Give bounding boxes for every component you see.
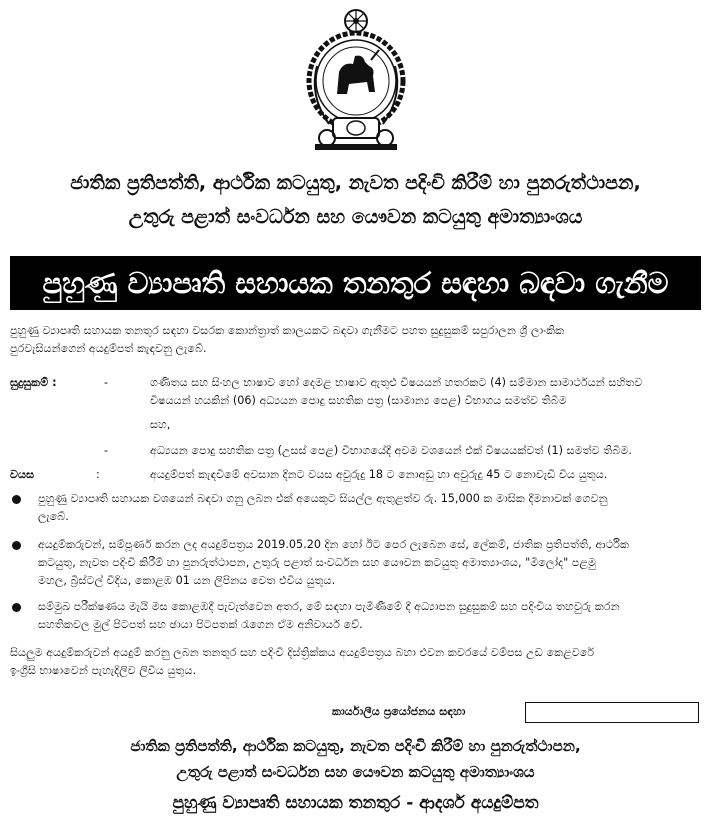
qualification-1-line2: විෂයයන් හයකින් (06) අධ්‍යයන පොදු සහතික පත්‍ර (සාමාන්‍ය පෙළ) විභාගය සමත්ව තිබීම — [150, 394, 567, 407]
closing-line1: සියලුම අයදුම්කරුවන් අයදුම් කරනු ලබන තනතුර සහ පදිංචි දිස්ත්‍රික්කය අයදුම්පත්‍රය බහා එවන කවරයේ වම්පස උඩ කෙළවරේ — [10, 646, 595, 659]
age-requirement: අයදුම්පත් කැඳවීමේ අවසාන දිනට වයස අවුරුදු 18 ට නොඅඩු හා අවුරුදු 45 ට නොවැඩි විය යුතුය. — [150, 468, 608, 481]
bullet-icon — [12, 495, 21, 504]
bullet-2-line2: කටයුතු, නැවත පදිංචි කිරීම් හා පුනරුත්ථාපන, උතුරු පළාත් සංවර්ධන සහ යෞවන කටයුතු අමාත්‍යාංශය, "මිලෝද" පළමු — [38, 556, 596, 569]
footer-ministry-line1: ජාතික ප්‍රතිපත්ති, ආර්ථික කටයුතු, නැවත පදිංචි කිරීම් හා පුනරුත්ථාපන, — [130, 737, 581, 755]
closing-line2: ඉංග්‍රීසි භාෂාවෙන් පැහැදිලිව ලිවිය යුතුය. — [10, 664, 197, 677]
age-colon: : — [96, 468, 100, 481]
office-use-label: කාර්යාලීය ප්‍රයෝජනය සඳහා — [332, 705, 466, 718]
dharma-wheel-icon — [345, 10, 367, 32]
bullet-2-line3: මහල, බ්‍රිස්ටල් වීදිය, කොළඹ 01 යන ලිපිනය වෙත එවිය යුතුය. — [38, 574, 336, 587]
intro-line2: පුරවැසියන්ගෙන් අයදුම්පත් කැඳවනු ලැබේ. — [10, 342, 207, 355]
qualification-dash: - — [104, 376, 109, 389]
vacancy-title-banner: පුහුණු ව්‍යාපෘති සහායක තනතුර සඳහා බඳවා ගැනීම — [10, 256, 701, 310]
bullet-3-line2: සහතිකවල මුල් පිටපත් සහ ඡායා පිටපතක් රැගෙන ඒම අනිවාර්ය වේ. — [38, 618, 363, 631]
lion-icon — [337, 50, 379, 94]
bullet-1-line2: ලැබේ. — [38, 510, 69, 523]
ministry-heading — [0, 166, 711, 234]
bullet-2-line1: අයදුම්කරුවන්, සම්පූර්ණ කරන ලද අයදුම්පත්‍රය 2019.05.20 දින හෝ ඊට පෙර ලැබෙන සේ, ලේකම්, ජාතික ප්‍රතිපත්ති, ආර්ථික — [38, 538, 630, 551]
office-use-box[interactable] — [525, 702, 699, 723]
qualifications-label: සුදුසුකම් : — [10, 376, 57, 389]
bullet-3-line1: සම්මුඛ පරීක්ෂණය මැයි මස කොළඹදී පැවැත්වෙන අතර, මේ සඳහා පැමිණීමේ දී අධ්‍යාපන සුදුසුකම් සහ පදිංචිය තහවුරු කරන — [38, 600, 620, 613]
ministry-heading-line1: ජාතික ප්‍රතිපත්ති, ආර්ථික කටයුතු, නැවත පදිංචි කිරීම් හා පුනරුත්ථාපන, — [70, 172, 641, 194]
qualification-dash: - — [104, 444, 109, 457]
bullet-1-line1: පුහුණු ව්‍යාපෘති සහායක වශයෙන් බඳවා ගනු ලබන එක් අයෙකුට සියල්ල ඇතුළත්ව රු. 15,000 ක මාසික දීමනාවක් ගෙවනු — [38, 492, 608, 505]
sun-icon — [377, 130, 393, 146]
bullet-icon — [12, 541, 21, 550]
moon-icon — [319, 130, 335, 146]
sri-lanka-emblem — [303, 6, 409, 152]
qualification-2: අධ්‍යයන පොදු සහතික පත්‍ර (උසස් පෙළ) විභාගයේදී අවම වශයෙන් එක් විෂයයක්වත් (1) සමත්ව තිබීම. — [150, 444, 632, 457]
ministry-heading-line2: උතුරු පළාත් සංවර්ධන සහ යෞවන කටයුතු අමාත්‍යාංශය — [128, 206, 583, 228]
bullet-icon — [12, 603, 21, 612]
age-label: වයස — [10, 468, 35, 481]
qualification-1-line1: ගණිතය සහ සිංහල භාෂාව හෝ දෙමළ භාෂාව ඇතුළු විෂයයන් හතරකට (4) සම්මාන සාමාර්ථයන් සහිතව — [150, 376, 643, 389]
footer-ministry-line2: උතුරු පළාත් සංවර්ධන සහ යෞවන කටයුතු අමාත්‍යාංශය — [176, 763, 535, 781]
intro-line1: පුහුණු ව්‍යාපෘති සහායක තනතුර සඳහා වසරක කොන්ත්‍රාත් කාලයකට බඳවා ගැනීමට පහත සුදුසුකම් සපුරාලන ශ්‍රී ලාංකික — [10, 324, 565, 337]
qualification-and: සහ, — [150, 418, 171, 431]
footer-form-title: පුහුණු ව්‍යාපෘති සහායක තනතුර - ආදර්ශ අයදුම්පත — [172, 793, 539, 813]
